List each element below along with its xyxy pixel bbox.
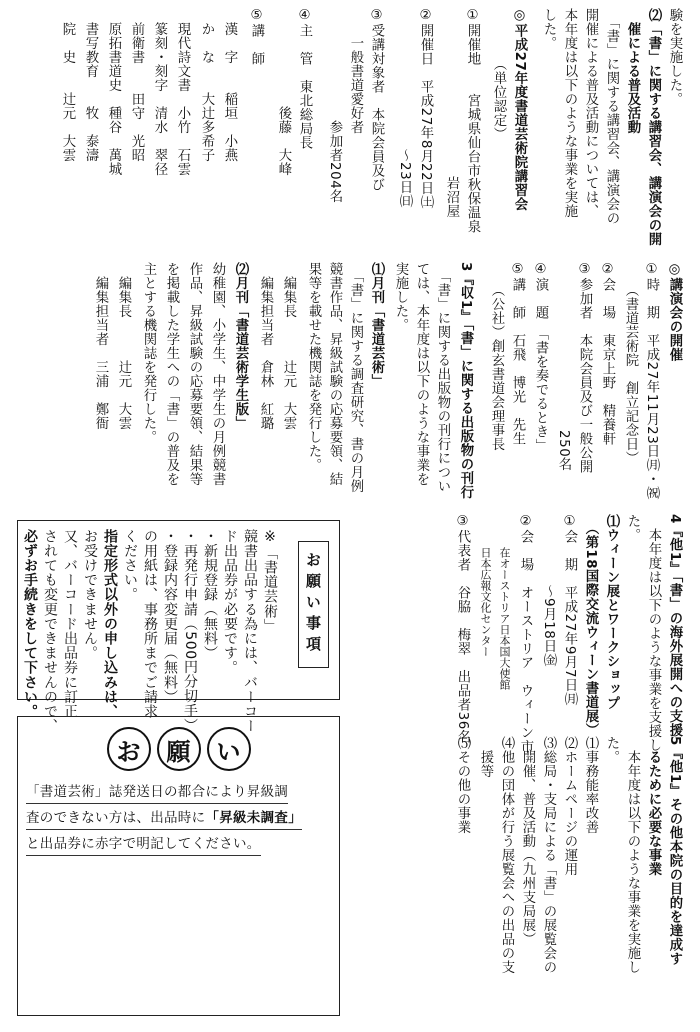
notice-box (17, 520, 340, 734)
text-column: 競書作品、昇級試験の応募要領、結 (327, 262, 342, 486)
text-column: ⑷他の団体が行う展覧会への出品の支 (499, 736, 514, 974)
onegai-text: と出品券に赤字で明記してください。 (26, 834, 261, 856)
text-column: 作品、昇級試験の応募要領、結果等 (187, 262, 202, 486)
notice-text: ください。 (122, 529, 138, 602)
onegai-title (26, 727, 331, 771)
section-heading: るために必要な事業 (646, 736, 661, 876)
text-column: （書道芸術院 創立記念日） (623, 262, 638, 466)
onegai-emphasis: 「昇級未調査」 (205, 810, 303, 826)
text-column: 参加者204名 (327, 8, 342, 204)
notice-text: されても変更できませんので、 (42, 529, 58, 734)
onegai-text: 「書道芸術」誌発送日の都合により昇級調 (26, 782, 288, 804)
onegai-text (26, 808, 302, 830)
text-column: ①会 期 平成27年9月7日㈪ (562, 514, 577, 707)
text-column: ②会 場 東京上野 精養軒 (600, 262, 615, 446)
text-column: 〜23日㈰ (397, 8, 412, 209)
text-column: 本年度は以下のような事業を支援し (646, 514, 661, 752)
text-column: ⑸その他の事業 (455, 736, 470, 834)
section-heading: 3『収1』「書」に関する出版物の刊行 (458, 262, 473, 500)
text-column: 岩沼屋 (444, 8, 459, 218)
text-column: 〜9月18日㈮ (541, 514, 556, 668)
text-column: 本年度は以下のような事業を実施し (625, 736, 640, 974)
text-column: 原拓書道史 種谷 萬城 (106, 8, 121, 176)
text-column: 編集長 辻元 大雲 (281, 262, 296, 430)
notice-text: ・登録内容変更届（無料） (162, 529, 178, 705)
text-column: 日本広報文化センター (479, 514, 492, 657)
onegai-char: い (207, 727, 251, 771)
text-column: か な 大辻多希子 (199, 8, 214, 162)
notice-text: ・再発行申請（500円分切手） (182, 529, 198, 733)
text-column: 幼稚園、小学生、中学生の月例競書 (210, 262, 225, 486)
text-column: 編集長 辻元 大雲 (116, 262, 131, 430)
text-column: ④主 管 東北総局長 (297, 8, 312, 150)
text-column: 開催による普及活動については、 (583, 8, 598, 218)
text-column: 前衛書 田守 光昭 (129, 8, 144, 162)
section-heading: ◎平成27年度書道芸術院講習会 (512, 8, 527, 212)
text-column: 院 史 辻元 大雲 (60, 8, 75, 162)
text-column: ⑴事務能率改善 (583, 736, 598, 834)
text-column: ③参加者 本院会員及び一般公開 (577, 262, 592, 474)
onegai-box (17, 716, 340, 1016)
text-column: ①時 期 平成27年11月23日㈪・㈷ (644, 262, 659, 501)
notice-text: 競書出品する為には、バーコー (242, 529, 258, 734)
section-heading: 5『他1』その他本院の目的を達成す (667, 736, 682, 966)
text-column: した。 (541, 8, 556, 50)
text-column: を掲載した学生への「書」の普及を (164, 262, 179, 486)
text-column: た。 (604, 736, 619, 764)
text-column: 主とする機関誌を発行した。 (141, 262, 156, 444)
section-heading: ⑴ウィーン展とワークショップ (604, 514, 619, 710)
text-column: ⑤講 師 (249, 8, 264, 66)
notice-text: 指定形式以外の申し込みは、 (102, 529, 118, 719)
text-column: 「書」に関する講習会、講演会の (604, 8, 619, 226)
text-column: ④演 題 「書を奏でるとき」 (533, 262, 548, 453)
text-column: ③受講対象者 本院会員及び (369, 8, 384, 192)
text-column: 250名 (556, 262, 571, 472)
text-column: ⑤講 師 石飛 博光 先生 (510, 262, 525, 446)
text-column: 「書」に関する出版物の刊行につい (435, 262, 450, 494)
text-column: 開催、普及活動（九州支局展） (520, 736, 535, 946)
notice-text: の用紙は、事務所までご請求 (142, 529, 158, 719)
text-column: ②開催日 平成27年8月22日㈯ (418, 8, 433, 210)
text-column: ①開催地 宮城県仙台市秋保温泉 (465, 8, 480, 234)
text-column: 後藤 大峰 (276, 8, 291, 176)
text-column: ⑵ホームページの運用 (562, 736, 577, 876)
section-heading: ◎講演会の開催 (667, 262, 682, 362)
notice-text: 又、バーコード出品券に訂正 (62, 529, 78, 719)
notice-text: ※「書道芸術」 (262, 529, 278, 634)
text-column: 本年度は以下のような事業を実施 (562, 8, 577, 218)
notice-text: 必ずお手続きをして下さい。 (22, 529, 38, 719)
text-column: （公社）創玄書道会理事長 (489, 262, 504, 452)
text-column: 漢 字 稲垣 小燕 (222, 8, 237, 162)
text-column: 「書」に関する調査研究、書の月例 (348, 262, 363, 494)
text-column: ③代表者 谷脇 梅翠 出品者36名 (455, 514, 470, 744)
text-column: 一般書道愛好者 (348, 8, 363, 134)
text-column: ⑶総局・支局による「書」の展覧会の (541, 736, 556, 974)
text-column: 実施した。 (393, 262, 408, 332)
text-column: 在オーストリア日本国大使館 (498, 514, 511, 690)
section-heading: ⑴月刊「書道芸術」 (369, 262, 384, 388)
text-column: 験を実施した。 (667, 8, 682, 106)
section-heading: ⑵月刊「書道芸術学生版」 (233, 262, 248, 430)
text-column: ては、本年度は以下のような事業を (414, 262, 429, 486)
section-heading: ⑵「書」に関する講習会、講演会の開 (646, 8, 661, 246)
onegai-char: 願 (157, 727, 201, 771)
text-column: 書写教育 牧 泰濤 (83, 8, 98, 162)
onegai-char: お (107, 727, 151, 771)
text-column: 編集担当者 倉林 紅璐 (258, 262, 273, 430)
notice-text: お受けできません。 (82, 529, 98, 661)
text-column: 果等を載せた機関誌を発行した。 (306, 262, 321, 472)
text-column: （単位認定） (491, 8, 506, 142)
text-column: ②会 場 オーストリア ウィーン市 (518, 514, 533, 754)
notice-text: ド出品券が必要です。 (222, 529, 238, 675)
onegai-text-part: 査のできない方は、出品時に (26, 810, 206, 826)
section-heading: 催による普及活動 (625, 8, 640, 134)
section-heading: 4『他1』「書」の海外展開への支援 (667, 514, 682, 738)
notice-title: お願い事項 (298, 541, 329, 668)
text-column: た。 (625, 514, 640, 542)
text-column: 現代詩文書 小竹 石雲 (175, 8, 190, 176)
text-column: 篆刻・刻字 清水 翠径 (152, 8, 167, 176)
text-column: 編集担当者 三浦 鄭衙 (93, 262, 108, 430)
notice-text: ・新規登録（無料） (202, 529, 218, 661)
section-heading: （第18国際交流ウィーン書道展） (583, 514, 598, 738)
text-column: 援等 (478, 736, 493, 778)
